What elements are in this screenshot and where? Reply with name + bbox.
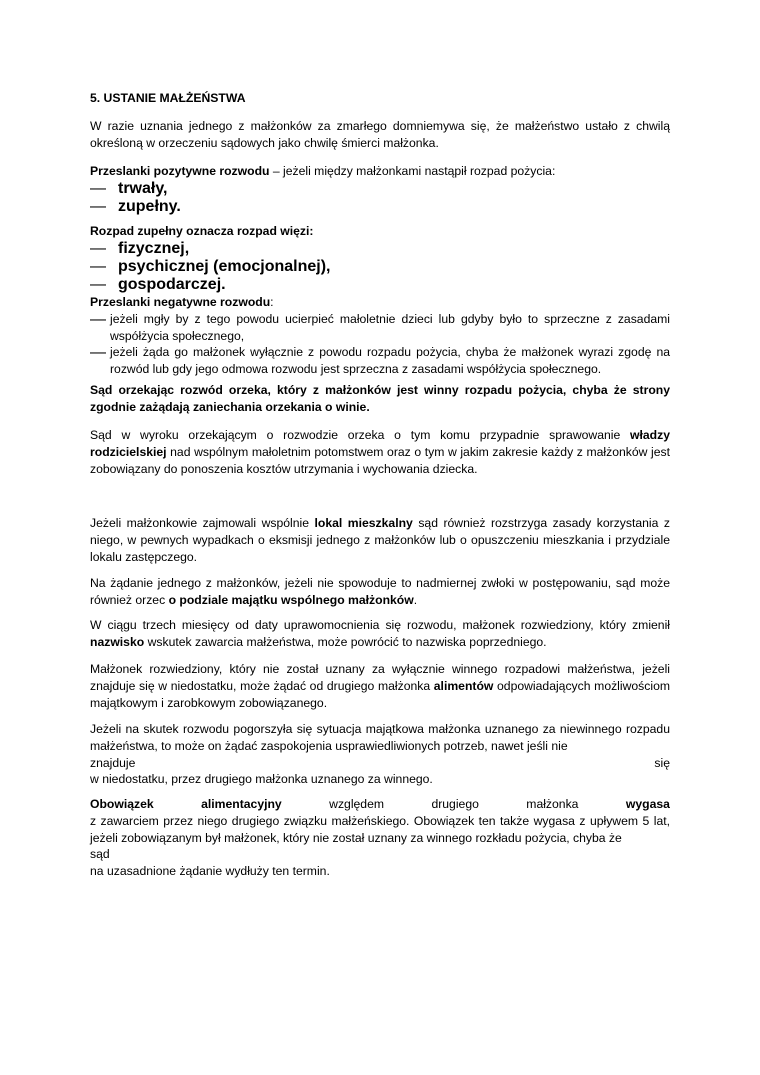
- negative-premises-rest: :: [270, 295, 274, 309]
- paragraph-text: [90, 427, 670, 477]
- bold-term: wygasa: [625, 797, 670, 811]
- text-run: znajduje: [90, 755, 136, 770]
- text-run: drugiego: [431, 797, 479, 811]
- list-item: [90, 240, 670, 258]
- paragraph-text: Sąd orzekając rozwód orzeka, który z małżonków jest winny rozpadu pożycia, chyba że strony zgodnie zażądają zaniechania orzekania o winie.: [90, 383, 670, 414]
- list-item: [90, 180, 670, 198]
- list-item-text: jeżeli mgły by z tego powodu ucierpieć małoletnie dzieci lub gdyby było to sprzeczne z zasadami współżycia społecznego,: [110, 311, 670, 343]
- section-heading: 5. USTANIE MAŁŻEŃSTWA: [90, 91, 246, 105]
- bold-term: nazwisko: [90, 634, 145, 649]
- paragraph-wladza: [90, 427, 670, 477]
- paragraph-podzial: [90, 575, 670, 609]
- paragraph-text: Jeżeli na skutek rozwodu pogorszyła się sytuacja majątkowa małżonka uznanego za niewinnego rozpadu małżeństwa, to może on żądać zaspokojenia usprawiedliwionych potrzeb, nawet jeśli nie: [90, 722, 670, 753]
- bold-term: Obowiązek: [90, 797, 154, 811]
- bold-term: o podziale majątku wspólnego małżonków: [168, 592, 414, 607]
- dash-bullet: —: [90, 275, 106, 293]
- dash-bullet: —: [90, 344, 106, 362]
- text-run: Jeżeli małżonkowie zajmowali wspólnie: [90, 516, 315, 530]
- text-run: nad wspólnym małoletnim potomstwem oraz o tym w jakim zakresie każdy z małżonków jest zobowiązany do ponoszenia kosztów utrzymania i wychowania dziecka.: [90, 444, 670, 476]
- justified-line: [90, 755, 670, 772]
- text-run: względem: [329, 797, 385, 811]
- paragraph-text: na uzasadnione żądanie wydłuży ten termin.: [90, 864, 330, 879]
- text-run: się: [654, 755, 670, 770]
- paragraph-text: sąd: [90, 847, 110, 862]
- list-item: [90, 276, 670, 294]
- rozpad-label: Rozpad zupełny oznacza rozpad więzi:: [90, 224, 314, 238]
- list-item-text: jeżeli żąda go małżonek wyłącznie z powodu rozpadu pożycia, chyba że małżonek wyrazi zgodę na rozwód lub gdy jego odmowa rozwodu jest sprzeczna z zasadami współżycia społecznego.: [110, 345, 670, 377]
- dash-bullet: —: [90, 197, 106, 215]
- paragraph-uznanie: [90, 118, 670, 152]
- list-item: [90, 198, 670, 216]
- list-item: [90, 258, 670, 276]
- list-item-text: fizycznej,: [118, 239, 190, 257]
- bold-term: władzy rodzicielskiej: [90, 428, 670, 459]
- paragraph-alimenty: [90, 661, 670, 711]
- positive-premises-section: [90, 163, 670, 216]
- negative-premises-label: Przeslanki negatywne rozwodu: [90, 295, 271, 309]
- list-item: [90, 311, 670, 345]
- text-run: W ciągu trzech miesięcy od daty uprawomocnienia się rozwodu, małżonek rozwiedziony, który zmienił: [90, 618, 670, 632]
- paragraph-text: w niedostatku, przez drugiego małżonka uznanego za winnego.: [90, 772, 433, 787]
- paragraph-obowiazek: [90, 796, 670, 880]
- dash-bullet: —: [90, 239, 106, 257]
- rozpad-section: [90, 223, 670, 294]
- positive-premises-intro: [90, 163, 670, 180]
- list-item-text: trwały,: [118, 179, 168, 197]
- bold-term: alimentacyjny: [201, 797, 282, 811]
- paragraph-nazwisko: [90, 617, 670, 651]
- text-run: wskutek zawarcia małżeństwa, może powrócić to nazwiska poprzedniego.: [144, 634, 547, 649]
- text-run: Na żądanie jednego z małżonków, jeżeli nie spowoduje to nadmiernej zwłoki w postępowaniu, sąd może również orzec: [90, 576, 670, 607]
- paragraph-pogorszyla: [90, 721, 670, 788]
- text-run: Sąd w wyroku orzekającym o rozwodzie orzeka o tym komu przypadnie sprawowanie: [90, 428, 631, 442]
- text-run: .: [413, 592, 418, 607]
- list-item: [90, 344, 670, 378]
- bold-term: alimentów: [433, 678, 494, 693]
- text-run: małżonka: [526, 797, 579, 811]
- paragraph-text: [90, 617, 670, 651]
- text-run: sąd również rozstrzyga zasady korzystania z niego, w pewnych wypadkach o eksmisji jednego z małżonków lub o opuszczeniu mieszkania i przydziale lokalu zastępczego.: [90, 516, 670, 564]
- negative-premises-section: [90, 294, 670, 378]
- text-run: odpowiadających możliwościom majątkowym i zarobkowym zobowiązanego.: [90, 678, 671, 710]
- paragraph-wina: [90, 382, 670, 416]
- paragraph-text: [90, 515, 670, 565]
- paragraph-text: W razie uznania jednego z małżonków za zmarłego domniemywa się, że małżeństwo ustało z chwilą określoną w orzeczeniu sądowych jako chwilę śmierci małżonka.: [90, 119, 670, 150]
- paragraph-lokal: [90, 515, 670, 565]
- bold-term: lokal mieszkalny: [314, 516, 413, 530]
- dash-bullet: —: [90, 257, 106, 275]
- justified-line: [90, 796, 670, 813]
- negative-premises-intro: [90, 294, 670, 311]
- paragraph-text: z zawarciem przez niego drugiego związku małżeńskiego. Obowiązek ten także wygasa z upływem 5 lat, jeżeli zobowiązanym był małżonek, który nie został uznany za winnego rozkładu pożycia, chyba że: [90, 813, 670, 845]
- list-item-text: zupełny.: [118, 197, 181, 215]
- positive-premises-label: Przeslanki pozytywne rozwodu: [90, 164, 270, 178]
- list-item-text: psychicznej (emocjonalnej),: [118, 257, 331, 275]
- dash-bullet: —: [90, 310, 106, 328]
- list-item-text: gospodarczej.: [118, 275, 226, 293]
- paragraph-text: [90, 661, 670, 711]
- paragraph-text: [90, 575, 670, 609]
- dash-bullet: —: [90, 179, 106, 197]
- positive-premises-rest: – jeżeli między małżonkami nastąpił rozpad pożycia:: [269, 164, 556, 178]
- text-run: Małżonek rozwiedziony, który nie został uznany za wyłącznie winnego rozpadowi małżeństwa, jeżeli znajduje się w niedostatku, może żądać od drugiego małżonka: [90, 662, 670, 693]
